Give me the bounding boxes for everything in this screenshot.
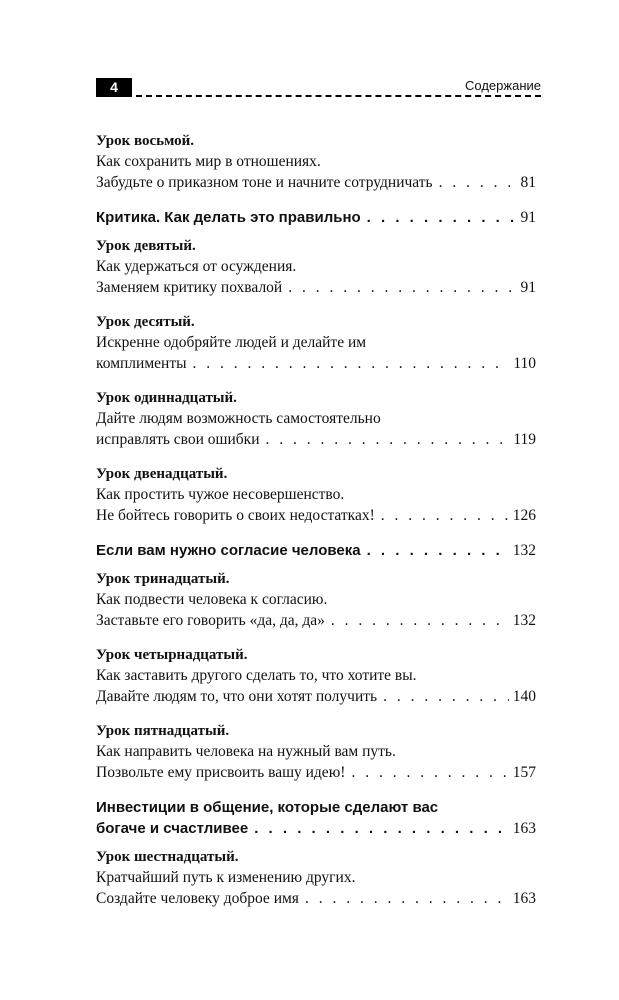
chapter-title-line1: Инвестиции в общение, которые сделают вас [96, 799, 439, 816]
page-ref: 132 [512, 612, 536, 629]
page-ref: 119 [513, 431, 536, 448]
lesson-title: Заменяем критику похвалой [96, 279, 283, 296]
page-ref: 91 [520, 279, 536, 296]
lesson-heading: Урок девятый. [96, 238, 196, 254]
page-ref: 163 [512, 890, 536, 907]
chapter-title: Если вам нужно согласие человека [96, 542, 361, 559]
lesson-heading: Урок одиннадцатый. [96, 390, 237, 406]
lesson-title: Давайте людям то, что они хотят получить [96, 688, 378, 705]
toc-chapter-2 [96, 540, 536, 561]
toc-line [96, 686, 536, 707]
chapter-line [96, 540, 536, 561]
toc-entry-lesson13 [96, 569, 536, 631]
header-divider [136, 95, 541, 97]
page-ref: 91 [520, 209, 536, 226]
page-number: 4 [96, 78, 132, 97]
lesson-subtitle: Как удержаться от осуждения. [96, 258, 297, 275]
toc-line [96, 277, 536, 298]
lesson-heading: Урок десятый. [96, 314, 195, 330]
lesson-subtitle: Как сохранить мир в отношениях. [96, 153, 321, 170]
toc-entry-lesson14 [96, 645, 536, 707]
toc-line [96, 610, 536, 631]
toc-entry-lesson11 [96, 388, 536, 450]
leader-dots [288, 277, 516, 298]
page-ref: 163 [512, 820, 536, 837]
lesson-heading: Урок тринадцатый. [96, 571, 230, 587]
lesson-subtitle: Дайте людям возможность самостоятельно [96, 410, 381, 427]
lesson-heading: Урок пятнадцатый. [96, 723, 230, 739]
toc-line [96, 429, 536, 450]
toc-line [96, 353, 536, 374]
page-ref: 126 [512, 507, 536, 524]
page-ref: 81 [520, 174, 536, 191]
leader-dots [193, 353, 510, 374]
toc-chapter-3 [96, 797, 536, 839]
lesson-subtitle: Как направить человека на нужный вам путь. [96, 743, 396, 760]
lesson-title: комплименты [96, 355, 187, 372]
page-header [96, 78, 541, 102]
page-ref: 140 [512, 688, 536, 705]
chapter-title: Критика. Как делать это правильно [96, 209, 361, 226]
leader-dots [351, 762, 508, 783]
toc-line [96, 888, 536, 909]
toc-line [96, 762, 536, 783]
toc-entry-lesson9 [96, 236, 536, 298]
toc-entry-lesson16 [96, 847, 536, 909]
lesson-subtitle: Кратчайший путь к изменению других. [96, 869, 356, 886]
lesson-heading: Урок четырнадцатый. [96, 647, 248, 663]
toc-line [96, 172, 536, 193]
lesson-title: исправлять свои ошибки [96, 431, 260, 448]
lesson-subtitle: Искренне одобряйте людей и делайте им [96, 334, 367, 351]
lesson-title: Забудьте о приказном тоне и начните сотрудничать [96, 174, 433, 191]
leader-dots [266, 429, 510, 450]
leader-dots [381, 505, 509, 526]
toc-entry-lesson12 [96, 464, 536, 526]
toc-line [96, 505, 536, 526]
lesson-title: Не бойтесь говорить о своих недостатках! [96, 507, 375, 524]
toc-entry-lesson10 [96, 312, 536, 374]
page-ref: 110 [513, 355, 536, 372]
lesson-subtitle: Как подвести человека к согласию. [96, 591, 328, 608]
toc-entry-lesson8 [96, 131, 536, 193]
lesson-heading: Урок восьмой. [96, 133, 195, 149]
lesson-heading: Урок шестнадцатый. [96, 849, 239, 865]
chapter-line [96, 818, 536, 839]
chapter-title-line2: богаче и счастливее [96, 820, 249, 837]
lesson-title: Заставьте его говорить «да, да, да» [96, 612, 325, 629]
page-ref: 157 [512, 764, 536, 781]
leader-dots [383, 686, 509, 707]
section-title: Содержание [459, 78, 541, 93]
chapter-line [96, 207, 536, 228]
leader-dots [439, 172, 517, 193]
leader-dots [331, 610, 509, 631]
leader-dots [367, 540, 509, 561]
lesson-title: Позвольте ему присвоить вашу идею! [96, 764, 346, 781]
table-of-contents [96, 131, 536, 923]
lesson-subtitle: Как простить чужое несовершенство. [96, 486, 345, 503]
leader-dots [254, 818, 509, 839]
toc-chapter-1 [96, 207, 536, 228]
lesson-heading: Урок двенадцатый. [96, 466, 228, 482]
lesson-subtitle: Как заставить другого сделать то, что хотите вы. [96, 667, 417, 684]
leader-dots [305, 888, 509, 909]
toc-entry-lesson15 [96, 721, 536, 783]
leader-dots [367, 207, 517, 228]
lesson-title: Создайте человеку доброе имя [96, 890, 299, 907]
page-ref: 132 [512, 542, 536, 559]
